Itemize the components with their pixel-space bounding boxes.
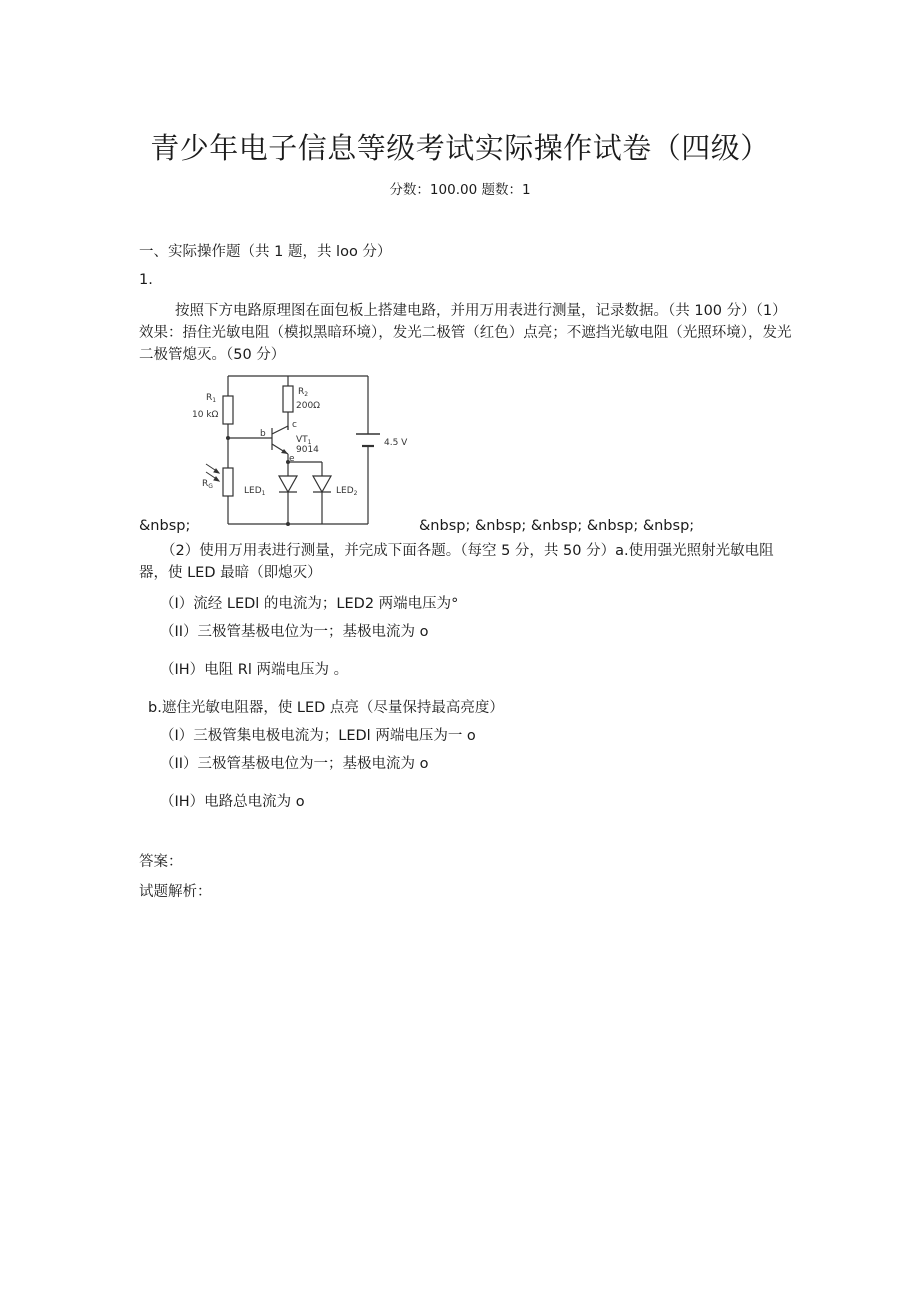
transistor-symbol [272,426,288,462]
r1-value: 10 kΩ [192,410,219,420]
circuit-diagram [186,372,426,528]
battery-value: 4.5 V [384,438,408,448]
photoresistor-rg [223,468,233,496]
pin-c-label: c [292,420,297,430]
b-item-3: （IH）电路总电流为 o [160,794,305,810]
a-item-3: （IH）电阻 Rl 两端电压为 。 [160,662,349,678]
section-heading: 一、实际操作题（共 1 题，共 loo 分） [139,244,392,260]
part2-text: （2）使用万用表进行测量，并完成下面各题。（每空 5 分，共 50 分）a.使用强光照射光敏电阻器，使 LED 最暗（即熄灭） [139,543,774,581]
pin-b-label: b [260,429,266,439]
a-item-1: （I）流经 LEDl 的电流为；LED2 两端电压为° [160,596,459,612]
question-number: 1. [139,272,153,288]
battery-symbol [356,434,380,446]
answer-label: 答案： [139,854,183,870]
led1-symbol [279,476,297,492]
analysis-label: 试题解析： [139,884,212,900]
nbsp-right: &nbsp; &nbsp; &nbsp; &nbsp; &nbsp; [419,518,695,534]
b-heading: b.遮住光敏电阻器，使 LED 点亮（尽量保持最高亮度） [148,700,504,716]
a-item-2: （II）三极管基极电位为一；基极电流为 o [160,624,429,640]
nbsp-left: &nbsp; [139,518,191,534]
b-item-1: （I）三极管集电极电流为；LEDl 两端电压为一 o [160,728,476,744]
svg-text:LED2: $LED_2$ [336,486,358,497]
question-intro: 按照下方电路原理图在面包板上搭建电路，并用万用表进行测量，记录数据。（共 100 分）（1）效果：捂住光敏电阻（模拟黑暗环境），发光二极管（红色）点亮；不遮挡光敏电阻（光照环境），发光二极管熄灭。（50 分） [139,303,792,363]
svg-text:R2: $R_2$ [298,387,309,398]
transistor-value: 9014 [296,445,319,455]
resistor-r2 [283,386,293,412]
svg-text:R1: $R_1$ [206,393,217,404]
svg-text:LED1: $LED_1$ [244,486,266,497]
page-title: 青少年电子信息等级考试实际操作试卷（四级） [150,131,770,165]
b-item-2: （II）三极管基极电位为一；基极电流为 o [160,756,429,772]
resistor-r1 [223,396,233,424]
led2-symbol [313,476,331,492]
svg-text:RG: $R_G$ [202,479,213,490]
r2-value: 200Ω [296,401,321,411]
svg-text:VT1: $VT_1$ [296,435,312,446]
junction-dot [226,436,230,440]
pin-e-label: e [289,454,295,464]
score-info: 分数：100.00 题数：1 [389,182,531,198]
